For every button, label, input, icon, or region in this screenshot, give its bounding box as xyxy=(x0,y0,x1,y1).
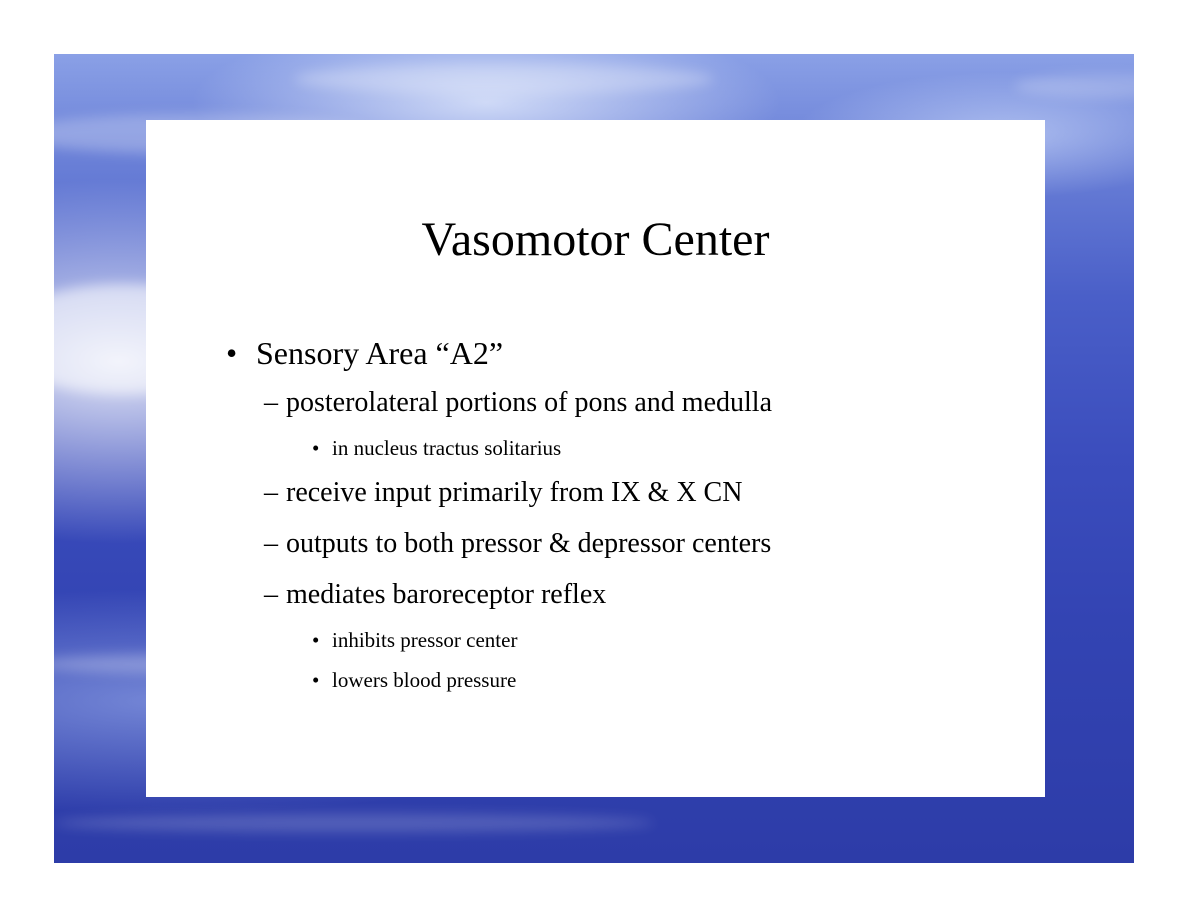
bullet-item xyxy=(312,628,517,653)
cloud-streak xyxy=(1014,74,1134,98)
dash-marker: – xyxy=(264,528,278,559)
bullet-text: Sensory Area “A2” xyxy=(256,335,504,371)
bullet-text: inhibits pressor center xyxy=(332,628,518,652)
bullet-text: in nucleus tractus solitarius xyxy=(332,436,562,460)
bullet-list xyxy=(146,120,1045,797)
bullet-marker: • xyxy=(312,436,320,460)
dash-marker: – xyxy=(264,387,278,418)
slide-title: Vasomotor Center xyxy=(421,213,770,266)
bullet-item xyxy=(264,387,772,419)
bullet-item xyxy=(312,436,561,461)
cloud-streak xyxy=(294,64,714,94)
bullet-marker: • xyxy=(312,628,320,652)
slide-background xyxy=(54,54,1134,863)
bullet-item xyxy=(312,668,516,693)
bullet-marker: • xyxy=(312,668,320,692)
bullet-item xyxy=(264,528,771,560)
bullet-text: outputs to both pressor & depressor centers xyxy=(286,528,772,559)
bullet-text: receive input primarily from IX & X CN xyxy=(286,477,743,508)
water-streak xyxy=(54,814,654,832)
content-box xyxy=(146,120,1045,797)
bullet-text: mediates baroreceptor reflex xyxy=(286,579,607,610)
bullet-text: lowers blood pressure xyxy=(332,668,517,692)
bullet-marker: • xyxy=(226,335,238,371)
bullet-item xyxy=(264,579,606,611)
dash-marker: – xyxy=(264,477,278,508)
bullet-item xyxy=(226,335,503,372)
bullet-item xyxy=(264,477,742,509)
dash-marker: – xyxy=(264,579,278,610)
bullet-text: posterolateral portions of pons and medulla xyxy=(286,387,772,418)
